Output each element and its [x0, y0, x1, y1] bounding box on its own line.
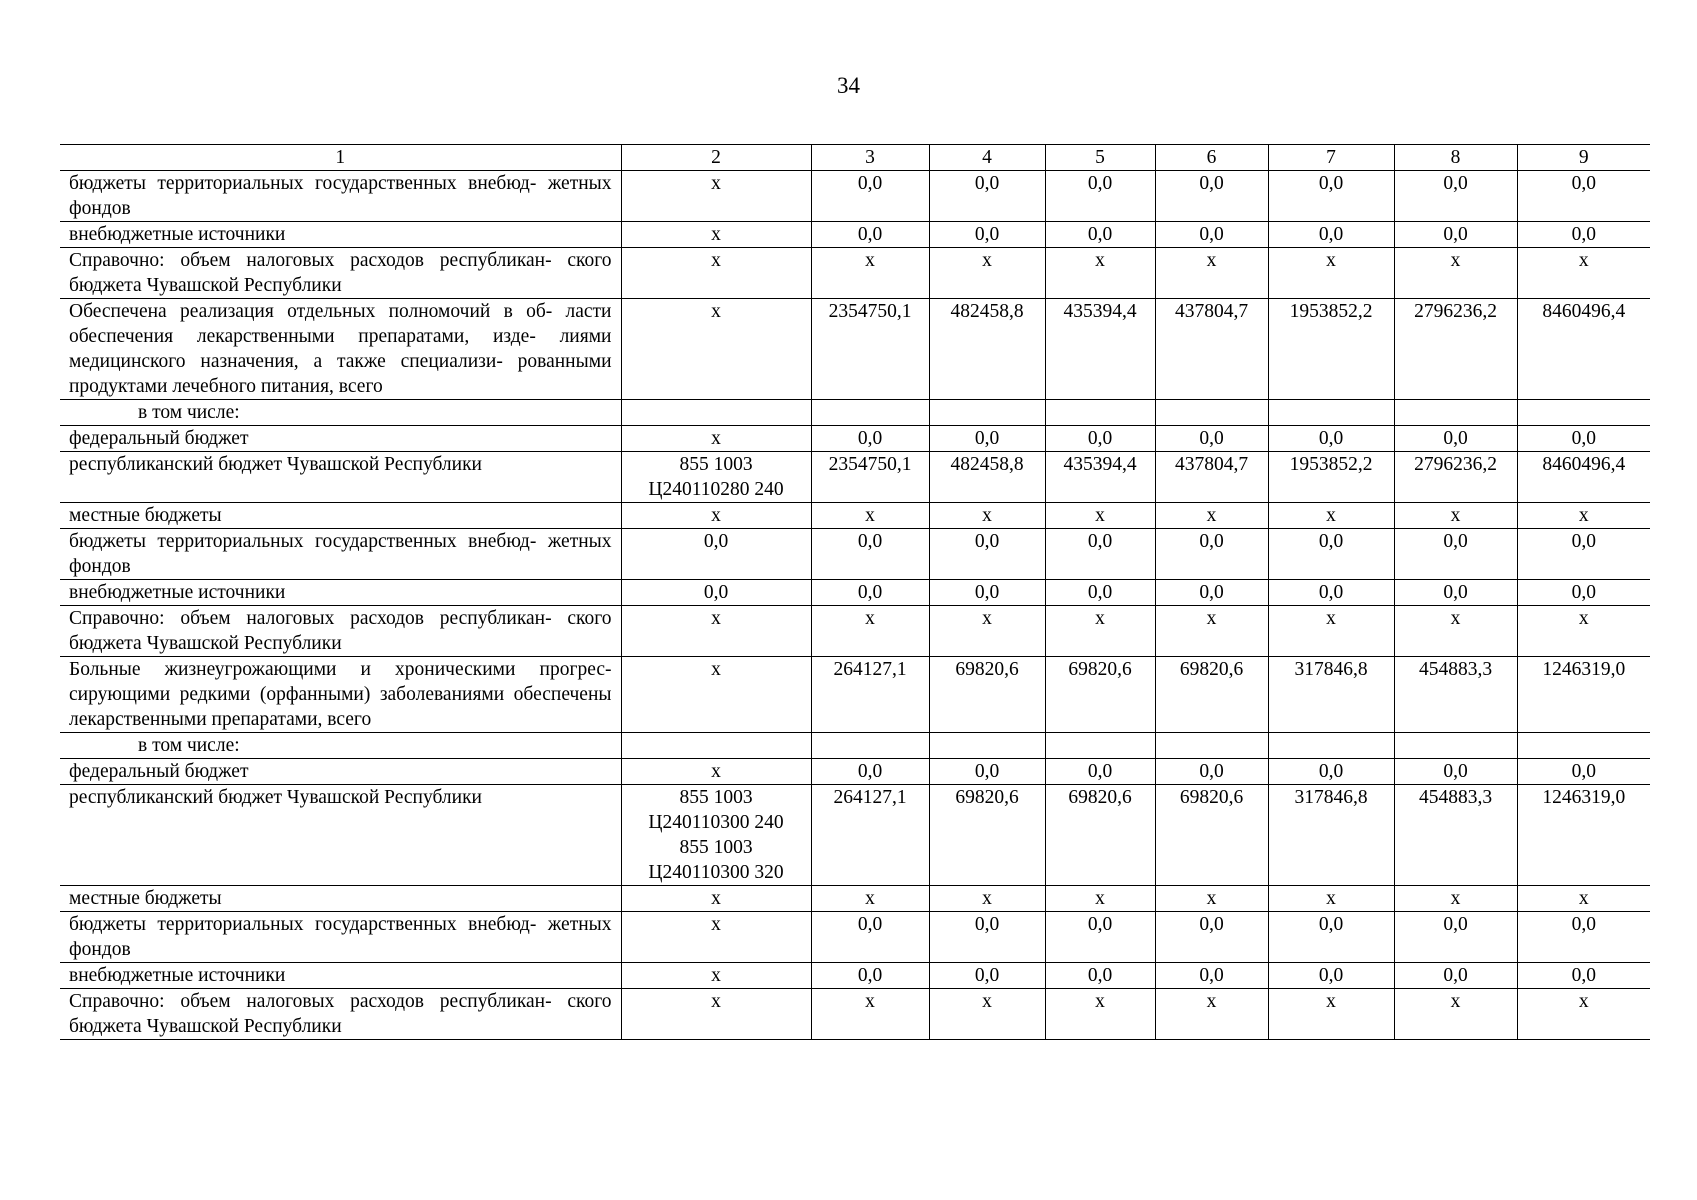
- value-cell-col-8: 2796236,2: [1394, 299, 1517, 400]
- column-number-9: 9: [1517, 145, 1650, 171]
- value-cell-col-6: 0,0: [1155, 580, 1268, 606]
- budget-code-cell: [621, 580, 811, 606]
- value-cell-col-3: 0,0: [811, 759, 929, 785]
- value-cell-col-7: 317846,8: [1268, 785, 1394, 886]
- row-label: внебюджетные источники: [60, 580, 621, 606]
- value-cell-col-4: 69820,6: [929, 785, 1045, 886]
- value-cell-col-7: х: [1268, 886, 1394, 912]
- row-label: бюджеты территориальных государственных внебюд- жетных фондов: [60, 912, 621, 963]
- value-cell-col-8: 0,0: [1394, 759, 1517, 785]
- value-cell-col-8: 0,0: [1394, 529, 1517, 580]
- value-cell-col-6: 0,0: [1155, 529, 1268, 580]
- value-cell-col-7: х: [1268, 248, 1394, 299]
- value-cell-col-8: х: [1394, 248, 1517, 299]
- value-cell-col-4: 0,0: [929, 580, 1045, 606]
- budget-code-line: 855 1003: [679, 787, 753, 808]
- table-row: [60, 400, 1650, 426]
- value-cell-col-6: [1155, 733, 1268, 759]
- value-cell-col-5: х: [1045, 248, 1155, 299]
- value-cell-col-7: 317846,8: [1268, 657, 1394, 733]
- budget-code-cell: [621, 503, 811, 529]
- value-cell-col-7: 0,0: [1268, 426, 1394, 452]
- table-row: [60, 171, 1650, 222]
- value-cell-col-4: 482458,8: [929, 299, 1045, 400]
- value-cell-col-7: [1268, 733, 1394, 759]
- budget-code-cell: [621, 606, 811, 657]
- value-cell-col-4: 0,0: [929, 171, 1045, 222]
- value-cell-col-8: 454883,3: [1394, 785, 1517, 886]
- budget-code-cell: [621, 529, 811, 580]
- row-label: Справочно: объем налоговых расходов республикан- ского бюджета Чувашской Республики: [60, 989, 621, 1040]
- value-cell-col-7: 0,0: [1268, 171, 1394, 222]
- row-label: Больные жизнеугрожающими и хроническими прогрес- сирующими редкими (орфанными) заболеваниями обеспечены лекарственными препаратами, всего: [60, 657, 621, 733]
- value-cell-col-6: 437804,7: [1155, 299, 1268, 400]
- value-cell-col-9: х: [1517, 503, 1650, 529]
- value-cell-col-9: 0,0: [1517, 426, 1650, 452]
- value-cell-col-9: [1517, 733, 1650, 759]
- page-number: 34: [837, 73, 860, 98]
- value-cell-col-9: 0,0: [1517, 963, 1650, 989]
- value-cell-col-8: 0,0: [1394, 222, 1517, 248]
- value-cell-col-7: 0,0: [1268, 759, 1394, 785]
- value-cell-col-5: [1045, 733, 1155, 759]
- value-cell-col-5: 0,0: [1045, 171, 1155, 222]
- column-number-3: 3: [811, 145, 929, 171]
- value-cell-col-6: х: [1155, 886, 1268, 912]
- value-cell-col-6: 0,0: [1155, 171, 1268, 222]
- budget-code-cell: [621, 886, 811, 912]
- value-cell-col-8: 0,0: [1394, 171, 1517, 222]
- table-row: [60, 963, 1650, 989]
- value-cell-col-7: [1268, 400, 1394, 426]
- value-cell-col-8: 0,0: [1394, 580, 1517, 606]
- row-label: республиканский бюджет Чувашской Республики: [60, 452, 621, 503]
- budget-code-cell: [621, 452, 811, 503]
- value-cell-col-7: 0,0: [1268, 529, 1394, 580]
- table-header-row: [60, 145, 1650, 171]
- value-cell-col-5: 0,0: [1045, 222, 1155, 248]
- budget-code-line: х: [711, 659, 721, 680]
- value-cell-col-6: х: [1155, 503, 1268, 529]
- value-cell-col-3: 0,0: [811, 529, 929, 580]
- table-row: [60, 299, 1650, 400]
- value-cell-col-9: 0,0: [1517, 222, 1650, 248]
- budget-code-cell: [621, 222, 811, 248]
- value-cell-col-6: 0,0: [1155, 963, 1268, 989]
- budget-code-line: х: [711, 173, 721, 194]
- value-cell-col-3: х: [811, 606, 929, 657]
- budget-code-line: Ц240110280 240: [648, 479, 784, 500]
- budget-code-cell: [621, 989, 811, 1040]
- value-cell-col-7: 0,0: [1268, 580, 1394, 606]
- budget-table: [60, 144, 1650, 1040]
- value-cell-col-5: 435394,4: [1045, 452, 1155, 503]
- value-cell-col-8: х: [1394, 886, 1517, 912]
- row-label: местные бюджеты: [60, 886, 621, 912]
- table-row: [60, 733, 1650, 759]
- value-cell-col-6: 0,0: [1155, 222, 1268, 248]
- table-row: [60, 503, 1650, 529]
- column-number-1: 1: [60, 145, 621, 171]
- table-row: [60, 248, 1650, 299]
- row-label: местные бюджеты: [60, 503, 621, 529]
- value-cell-col-3: 264127,1: [811, 785, 929, 886]
- value-cell-col-8: х: [1394, 503, 1517, 529]
- table-row: [60, 912, 1650, 963]
- budget-code-line: х: [711, 914, 721, 935]
- budget-code-line: Ц240110300 320: [648, 862, 784, 883]
- budget-code-line: 855 1003: [679, 837, 753, 858]
- value-cell-col-7: х: [1268, 606, 1394, 657]
- value-cell-col-8: 0,0: [1394, 912, 1517, 963]
- value-cell-col-8: х: [1394, 606, 1517, 657]
- row-label: бюджеты территориальных государственных внебюд- жетных фондов: [60, 171, 621, 222]
- column-number-6: 6: [1155, 145, 1268, 171]
- column-number-2: 2: [621, 145, 811, 171]
- value-cell-col-3: 0,0: [811, 912, 929, 963]
- table-row: [60, 759, 1650, 785]
- value-cell-col-8: х: [1394, 989, 1517, 1040]
- budget-code-line: 855 1003: [679, 454, 753, 475]
- value-cell-col-6: 0,0: [1155, 912, 1268, 963]
- budget-code-line: х: [711, 608, 721, 629]
- value-cell-col-4: х: [929, 989, 1045, 1040]
- row-label: Обеспечена реализация отдельных полномочий в об- ласти обеспечения лекарственными препаратами, изде- лиями медицинского назначения, а также специализи- рованными продуктами лечебного питания, всего: [60, 299, 621, 400]
- value-cell-col-4: 0,0: [929, 529, 1045, 580]
- value-cell-col-5: х: [1045, 606, 1155, 657]
- budget-code-line: 0,0: [703, 582, 729, 603]
- table-row: [60, 580, 1650, 606]
- budget-code-line: х: [711, 965, 721, 986]
- value-cell-col-5: 0,0: [1045, 759, 1155, 785]
- budget-code-line: х: [711, 224, 721, 245]
- budget-code-cell: [621, 426, 811, 452]
- value-cell-col-6: 69820,6: [1155, 785, 1268, 886]
- row-label: федеральный бюджет: [60, 759, 621, 785]
- value-cell-col-8: 0,0: [1394, 963, 1517, 989]
- value-cell-col-5: 0,0: [1045, 912, 1155, 963]
- value-cell-col-6: [1155, 400, 1268, 426]
- value-cell-col-6: 0,0: [1155, 426, 1268, 452]
- value-cell-col-5: 0,0: [1045, 580, 1155, 606]
- value-cell-col-4: 0,0: [929, 222, 1045, 248]
- value-cell-col-5: 435394,4: [1045, 299, 1155, 400]
- column-number-4: 4: [929, 145, 1045, 171]
- value-cell-col-9: х: [1517, 989, 1650, 1040]
- value-cell-col-4: 0,0: [929, 912, 1045, 963]
- budget-code-cell: [621, 657, 811, 733]
- value-cell-col-9: 1246319,0: [1517, 785, 1650, 886]
- budget-code-cell: [621, 400, 811, 426]
- table-row: [60, 657, 1650, 733]
- value-cell-col-3: 0,0: [811, 426, 929, 452]
- value-cell-col-3: х: [811, 248, 929, 299]
- value-cell-col-5: 0,0: [1045, 963, 1155, 989]
- value-cell-col-4: 482458,8: [929, 452, 1045, 503]
- value-cell-col-4: х: [929, 886, 1045, 912]
- value-cell-col-3: 0,0: [811, 222, 929, 248]
- value-cell-col-3: 2354750,1: [811, 452, 929, 503]
- table-row: [60, 886, 1650, 912]
- value-cell-col-4: 0,0: [929, 426, 1045, 452]
- value-cell-col-8: [1394, 733, 1517, 759]
- value-cell-col-9: х: [1517, 248, 1650, 299]
- row-label: в том числе:: [60, 400, 621, 426]
- value-cell-col-7: 0,0: [1268, 912, 1394, 963]
- budget-code-line: х: [711, 761, 721, 782]
- budget-code-line: х: [711, 888, 721, 909]
- table-row: [60, 426, 1650, 452]
- table-row: [60, 606, 1650, 657]
- value-cell-col-9: 8460496,4: [1517, 452, 1650, 503]
- budget-code-cell: [621, 759, 811, 785]
- value-cell-col-9: 0,0: [1517, 171, 1650, 222]
- value-cell-col-9: 0,0: [1517, 529, 1650, 580]
- value-cell-col-3: [811, 733, 929, 759]
- value-cell-col-5: х: [1045, 989, 1155, 1040]
- value-cell-col-3: х: [811, 989, 929, 1040]
- budget-code-cell: [621, 733, 811, 759]
- value-cell-col-5: 69820,6: [1045, 785, 1155, 886]
- value-cell-col-3: [811, 400, 929, 426]
- value-cell-col-4: х: [929, 503, 1045, 529]
- budget-code-line: х: [711, 301, 721, 322]
- value-cell-col-3: 0,0: [811, 963, 929, 989]
- value-cell-col-7: х: [1268, 989, 1394, 1040]
- value-cell-col-5: 69820,6: [1045, 657, 1155, 733]
- value-cell-col-9: [1517, 400, 1650, 426]
- row-label: федеральный бюджет: [60, 426, 621, 452]
- value-cell-col-4: 69820,6: [929, 657, 1045, 733]
- budget-code-cell: [621, 171, 811, 222]
- budget-code-line: х: [711, 250, 721, 271]
- row-label: внебюджетные источники: [60, 963, 621, 989]
- budget-code-cell: [621, 963, 811, 989]
- value-cell-col-7: 0,0: [1268, 963, 1394, 989]
- value-cell-col-9: х: [1517, 606, 1650, 657]
- value-cell-col-4: 0,0: [929, 963, 1045, 989]
- value-cell-col-7: х: [1268, 503, 1394, 529]
- value-cell-col-3: х: [811, 886, 929, 912]
- row-label: в том числе:: [60, 733, 621, 759]
- value-cell-col-6: 0,0: [1155, 759, 1268, 785]
- value-cell-col-4: [929, 400, 1045, 426]
- value-cell-col-8: [1394, 400, 1517, 426]
- value-cell-col-9: х: [1517, 886, 1650, 912]
- row-label: внебюджетные источники: [60, 222, 621, 248]
- table-row: [60, 785, 1650, 886]
- budget-code-line: Ц240110300 240: [648, 812, 784, 833]
- value-cell-col-9: 8460496,4: [1517, 299, 1650, 400]
- value-cell-col-5: [1045, 400, 1155, 426]
- value-cell-col-5: х: [1045, 886, 1155, 912]
- budget-code-cell: [621, 785, 811, 886]
- budget-code-line: х: [711, 428, 721, 449]
- value-cell-col-3: 0,0: [811, 580, 929, 606]
- value-cell-col-3: 0,0: [811, 171, 929, 222]
- value-cell-col-4: х: [929, 606, 1045, 657]
- column-number-5: 5: [1045, 145, 1155, 171]
- table-row: [60, 222, 1650, 248]
- budget-code-line: х: [711, 505, 721, 526]
- value-cell-col-4: [929, 733, 1045, 759]
- column-number-7: 7: [1268, 145, 1394, 171]
- value-cell-col-9: 0,0: [1517, 580, 1650, 606]
- value-cell-col-8: 0,0: [1394, 426, 1517, 452]
- budget-code-cell: [621, 912, 811, 963]
- value-cell-col-6: 69820,6: [1155, 657, 1268, 733]
- value-cell-col-3: 2354750,1: [811, 299, 929, 400]
- value-cell-col-5: 0,0: [1045, 529, 1155, 580]
- value-cell-col-4: х: [929, 248, 1045, 299]
- value-cell-col-8: 2796236,2: [1394, 452, 1517, 503]
- value-cell-col-6: х: [1155, 248, 1268, 299]
- value-cell-col-5: х: [1045, 503, 1155, 529]
- table-row: [60, 452, 1650, 503]
- value-cell-col-6: 437804,7: [1155, 452, 1268, 503]
- value-cell-col-8: 454883,3: [1394, 657, 1517, 733]
- value-cell-col-5: 0,0: [1045, 426, 1155, 452]
- value-cell-col-6: х: [1155, 606, 1268, 657]
- value-cell-col-3: 264127,1: [811, 657, 929, 733]
- value-cell-col-9: 0,0: [1517, 759, 1650, 785]
- value-cell-col-7: 1953852,2: [1268, 299, 1394, 400]
- table-row: [60, 529, 1650, 580]
- value-cell-col-6: х: [1155, 989, 1268, 1040]
- value-cell-col-3: х: [811, 503, 929, 529]
- table-body: [60, 145, 1650, 1040]
- budget-code-cell: [621, 248, 811, 299]
- row-label: Справочно: объем налоговых расходов республикан- ского бюджета Чувашской Республики: [60, 606, 621, 657]
- value-cell-col-7: 0,0: [1268, 222, 1394, 248]
- column-number-8: 8: [1394, 145, 1517, 171]
- budget-code-cell: [621, 299, 811, 400]
- value-cell-col-9: 1246319,0: [1517, 657, 1650, 733]
- budget-code-line: 0,0: [703, 531, 729, 552]
- value-cell-col-4: 0,0: [929, 759, 1045, 785]
- budget-code-line: х: [711, 991, 721, 1012]
- value-cell-col-9: 0,0: [1517, 912, 1650, 963]
- table-row: [60, 989, 1650, 1040]
- row-label: Справочно: объем налоговых расходов республикан- ского бюджета Чувашской Республики: [60, 248, 621, 299]
- row-label: бюджеты территориальных государственных внебюд- жетных фондов: [60, 529, 621, 580]
- value-cell-col-7: 1953852,2: [1268, 452, 1394, 503]
- row-label: республиканский бюджет Чувашской Республики: [60, 785, 621, 886]
